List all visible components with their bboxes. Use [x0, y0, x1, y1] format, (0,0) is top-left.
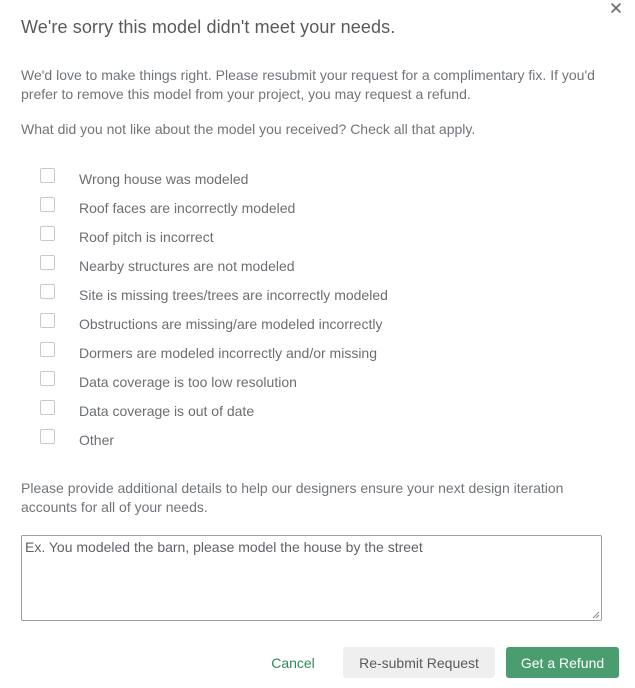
cancel-button[interactable]: Cancel — [262, 647, 324, 678]
option-label: Nearby structures are not modeled — [79, 257, 295, 274]
checkbox[interactable] — [40, 197, 55, 212]
intro-text: We'd love to make things right. Please resubmit your request for a complimentary fix. If you'd prefer to remove this model from your project, you may request a refund. — [21, 67, 595, 102]
checkbox[interactable] — [40, 284, 55, 299]
checkbox[interactable] — [40, 429, 55, 444]
option-nearby-structures[interactable] — [40, 251, 388, 280]
close-icon[interactable] — [609, 1, 623, 15]
checkbox[interactable] — [40, 400, 55, 415]
checkbox[interactable] — [40, 168, 55, 183]
option-out-of-date[interactable] — [40, 396, 388, 425]
option-label: Wrong house was modeled — [79, 170, 249, 187]
checkbox[interactable] — [40, 226, 55, 241]
option-label: Site is missing trees/trees are incorrectly modeled — [79, 286, 388, 303]
option-label: Obstructions are missing/are modeled incorrectly — [79, 315, 383, 332]
option-dormers[interactable] — [40, 338, 388, 367]
option-roof-faces[interactable] — [40, 193, 388, 222]
option-low-resolution[interactable] — [40, 367, 388, 396]
get-refund-button[interactable]: Get a Refund — [506, 647, 619, 678]
option-label: Data coverage is too low resolution — [79, 373, 297, 390]
option-label: Roof pitch is incorrect — [79, 228, 214, 245]
details-textarea[interactable] — [21, 535, 602, 621]
options-list — [40, 164, 388, 454]
resubmit-request-button[interactable]: Re-submit Request — [343, 647, 495, 678]
option-label: Dormers are modeled incorrectly and/or missing — [79, 344, 377, 361]
dialog-title: We're sorry this model didn't meet your needs. — [21, 17, 396, 37]
checkbox[interactable] — [40, 342, 55, 357]
option-wrong-house[interactable] — [40, 164, 388, 193]
option-label: Roof faces are incorrectly modeled — [79, 199, 296, 216]
checkbox[interactable] — [40, 255, 55, 270]
details-label: Please provide additional details to help our designers ensure your next design iteration accounts for all of your needs. — [21, 480, 564, 515]
option-other[interactable] — [40, 425, 388, 454]
question-text: What did you not like about the model you received? Check all that apply. — [21, 121, 476, 137]
option-trees[interactable] — [40, 280, 388, 309]
checkbox[interactable] — [40, 313, 55, 328]
option-label: Other — [79, 431, 115, 448]
checkbox[interactable] — [40, 371, 55, 386]
option-obstructions[interactable] — [40, 309, 388, 338]
option-label: Data coverage is out of date — [79, 402, 255, 419]
option-roof-pitch[interactable] — [40, 222, 388, 251]
